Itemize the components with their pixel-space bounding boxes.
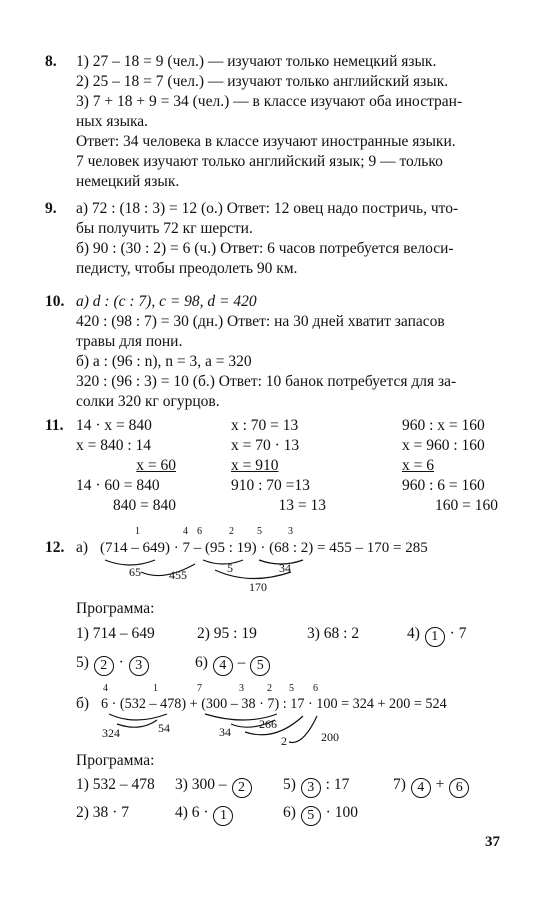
problem-number: 11.	[45, 417, 64, 434]
circled-step-ref: 4	[213, 656, 233, 676]
text-line: 7 человек изучают только английский язык; 9 — только	[76, 153, 443, 170]
text-line: педисту, чтобы преодолеть 90 км.	[76, 260, 298, 277]
program-step: 2) 38 · 7	[76, 804, 129, 821]
text-line: б) 90 : (30 : 2) = 6 (ч.) Ответ: 6 часов потребуется велоси-	[76, 240, 454, 257]
text-line: 3) 7 + 18 + 9 = 34 (чел.) — в классе изучают оба иностран-	[76, 93, 463, 110]
text-line: б) a : (96 : n), n = 3, a = 320	[76, 353, 252, 370]
equation-line: 840 = 840	[113, 497, 176, 514]
program-step	[393, 775, 470, 798]
text-line: немецкий язык.	[76, 173, 180, 190]
program-step: 3) 68 : 2	[307, 625, 360, 642]
step-number: 4)	[407, 625, 420, 642]
step-text: 3) 300 –	[175, 776, 227, 793]
circled-step-ref: 6	[449, 778, 469, 798]
text-line: 420 : (98 : 7) = 30 (дн.) Ответ: на 30 дней хватит запасов	[76, 313, 445, 330]
underbrace	[109, 714, 167, 720]
equation-line: x = 960 : 160	[402, 437, 485, 454]
step-operator: ·	[118, 654, 124, 671]
equation-answer: x = 60	[136, 457, 176, 474]
circled-step-ref: 4	[411, 778, 431, 798]
intermediate-result: 324	[102, 726, 120, 740]
step-number: 6)	[195, 654, 208, 671]
step-number: 5)	[283, 776, 296, 793]
intermediate-result: 65	[129, 565, 141, 579]
text-line: ных языка.	[76, 113, 149, 130]
problem-8-text	[76, 52, 516, 192]
circled-step-ref: 2	[94, 656, 114, 676]
text-line: 2) 25 – 18 = 7 (чел.) — изучают только английский язык.	[76, 73, 449, 90]
equation-column-2	[231, 416, 326, 516]
program-step	[283, 803, 358, 826]
program-step: 1) 532 – 478	[76, 776, 155, 793]
order-number: 2	[267, 683, 272, 694]
text-line: травы для пони.	[76, 333, 183, 350]
equation-answer: x = 6	[402, 457, 434, 474]
equation-line: 960 : x = 160	[402, 417, 485, 434]
intermediate-result: 2	[281, 734, 287, 748]
order-number: 4	[183, 526, 188, 537]
equation-line: x = 70 · 13	[231, 437, 300, 454]
problem-number: 12.	[45, 539, 65, 556]
equation-answer: x = 910	[231, 457, 279, 474]
intermediate-result: 455	[169, 568, 187, 582]
intermediate-result: 266	[259, 717, 277, 731]
part-b-brackets	[45, 538, 515, 758]
step-operator: –	[237, 654, 246, 671]
intermediate-result: 5	[227, 561, 233, 575]
circled-step-ref: 2	[232, 778, 252, 798]
intermediate-result: 34	[279, 561, 291, 575]
step-text: : 17	[325, 776, 350, 793]
text-line: 1) 27 – 18 = 9 (чел.) — изучают только немецкий язык.	[76, 53, 437, 70]
program-step	[175, 775, 253, 798]
program-heading: Программа:	[76, 752, 155, 769]
order-number: 6	[197, 526, 202, 537]
order-number: 4	[103, 683, 108, 694]
part-a-expression: (714 – 649) · 7 – (95 : 19) · (68 : 2) = 455 – 170 = 285	[100, 540, 428, 556]
text-line: Ответ: 34 человека в классе изучают иностранные языки.	[76, 133, 456, 150]
order-number: 5	[257, 526, 262, 537]
step-operator: +	[435, 776, 445, 793]
step-number: 6)	[283, 804, 296, 821]
part-b-expression: 6 · (532 – 478) + (300 – 38 · 7) : 17 · 100 = 324 + 200 = 524	[101, 696, 447, 712]
equation-line: 960 : 6 = 160	[402, 477, 485, 494]
circled-step-ref: 5	[250, 656, 270, 676]
program-step	[283, 775, 349, 798]
problem-number: 8.	[45, 53, 57, 70]
equation-line: x = 840 : 14	[76, 437, 152, 454]
text-line: 320 : (96 : 3) = 10 (б.) Ответ: 10 банок потребуется для за-	[76, 373, 457, 390]
text-line: бы получить 72 кг шерсти.	[76, 220, 253, 237]
part-a-label: а)	[76, 539, 89, 556]
intermediate-result: 34	[219, 725, 231, 739]
equation-line: x : 70 = 13	[231, 417, 299, 434]
circled-step-ref: 3	[129, 656, 149, 676]
order-number: 3	[288, 526, 293, 537]
order-number: 1	[153, 683, 158, 694]
underbrace	[289, 716, 317, 742]
order-number: 1	[135, 526, 140, 537]
text-line: солки 320 кг огурцов.	[76, 393, 220, 410]
intermediate-result: 200	[321, 730, 339, 744]
intermediate-result: 170	[249, 580, 267, 594]
order-number: 5	[289, 683, 294, 694]
step-text: 4) 6 ·	[175, 804, 209, 821]
problem-10-text	[76, 292, 516, 412]
problem-12	[45, 526, 515, 828]
program-step	[175, 803, 234, 826]
circled-step-ref: 5	[301, 806, 321, 826]
part-b-label: б)	[76, 695, 90, 712]
program-step: 2) 95 : 19	[197, 625, 257, 642]
circled-step-ref: 3	[301, 778, 321, 798]
intermediate-result: 54	[158, 721, 170, 735]
step-number: 7)	[393, 776, 406, 793]
equation-line: 910 : 70 =13	[231, 477, 310, 494]
equation-line: 13 = 13	[278, 497, 326, 514]
program-heading: Программа:	[76, 600, 155, 617]
step-text: · 7	[449, 625, 467, 642]
order-number: 7	[197, 683, 202, 694]
order-number: 3	[239, 683, 244, 694]
equation-line: 14 · 60 = 840	[76, 477, 160, 494]
text-line: а) 72 : (18 : 3) = 12 (о.) Ответ: 12 овец надо постричь, что-	[76, 200, 459, 217]
problem-number: 9.	[45, 200, 57, 217]
underbrace	[117, 720, 157, 727]
program-step: 1) 714 – 649	[76, 625, 155, 642]
equation-column-3	[402, 416, 498, 516]
equation-line: 160 = 160	[435, 497, 498, 514]
equation-line: 14 · x = 840	[76, 417, 152, 434]
step-text: · 100	[325, 804, 358, 821]
circled-step-ref: 1	[425, 627, 445, 647]
order-number: 6	[313, 683, 318, 694]
problem-9-text	[76, 199, 516, 279]
problem-number: 10.	[45, 293, 65, 310]
step-number: 5)	[76, 654, 89, 671]
equation-column-1	[76, 416, 176, 516]
circled-step-ref: 1	[213, 806, 233, 826]
page-number: 37	[485, 834, 500, 850]
order-number: 2	[229, 526, 234, 537]
text-line: а) d : (c : 7), c = 98, d = 420	[76, 293, 257, 310]
